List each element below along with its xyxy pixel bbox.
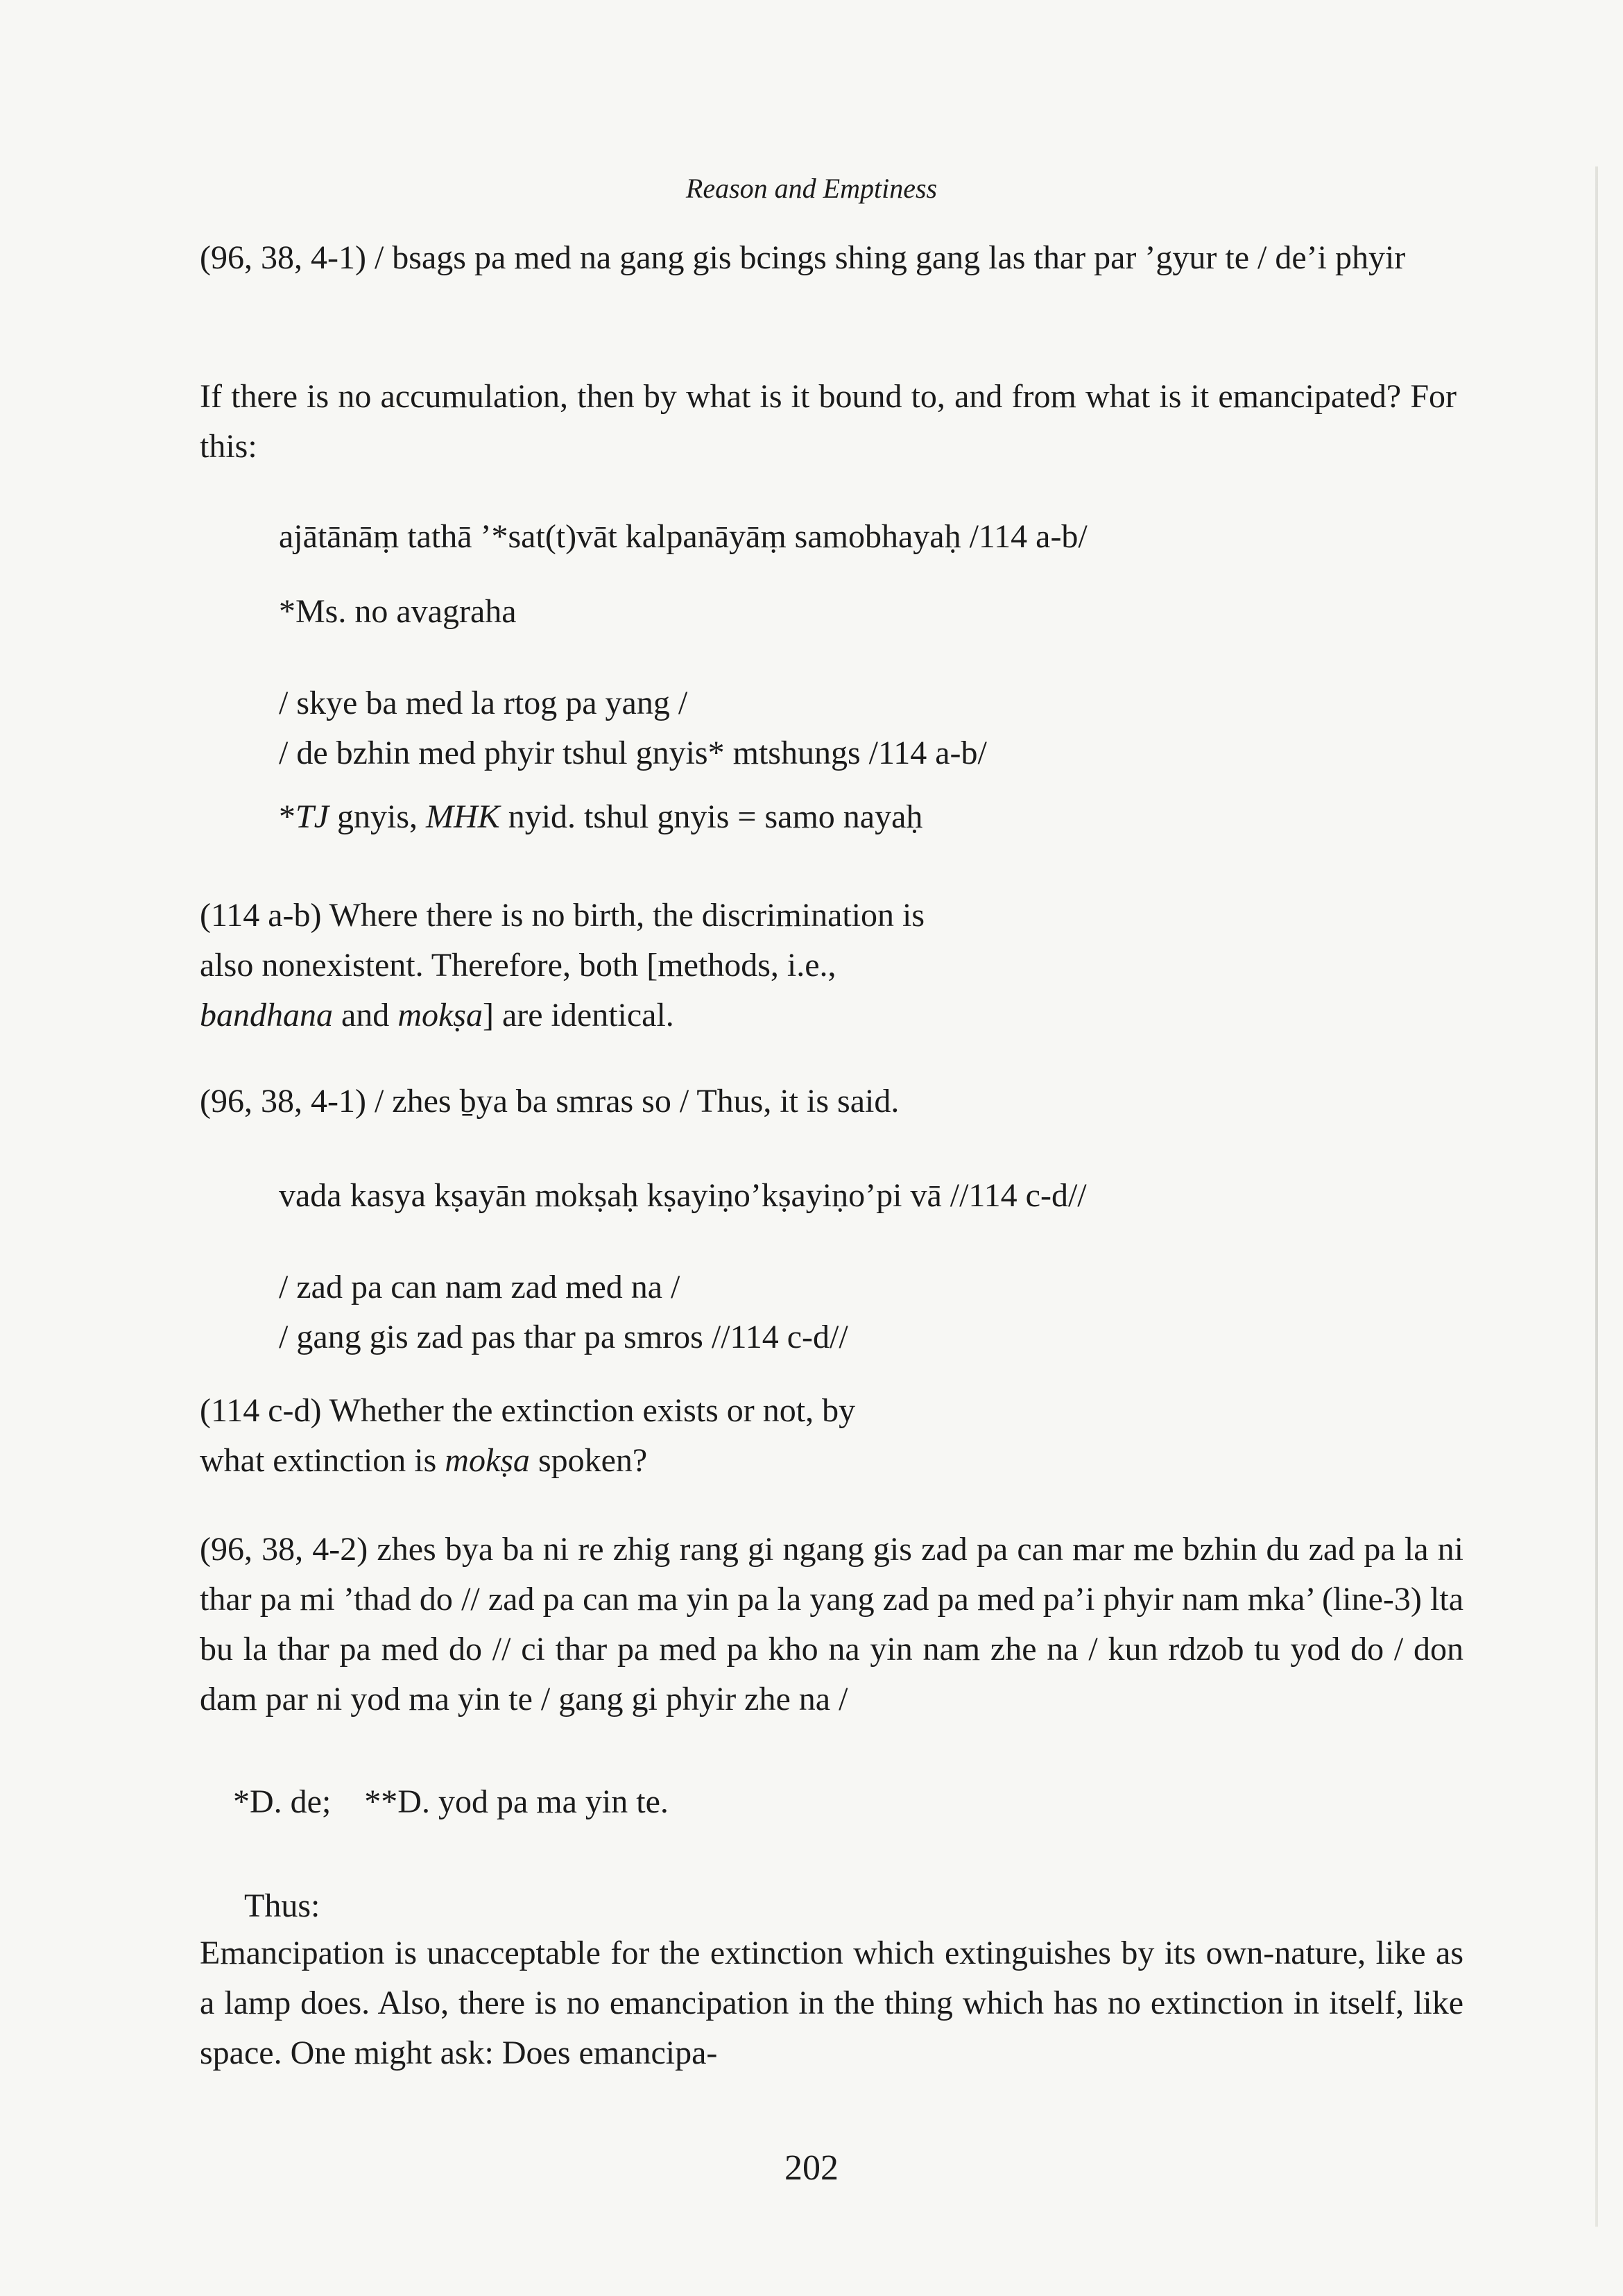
variant-reading-note — [279, 792, 922, 842]
tibetan-reference-paragraph-2: (96, 38, 4-1) / zhes ḇya ba smras so / Thus, it is said. — [200, 1083, 900, 1120]
text: and — [333, 997, 398, 1034]
translation-line: also nonexistent. Therefore, both [methods, i.e., — [200, 947, 836, 984]
note-text: gnyis, — [329, 798, 427, 835]
verse-line: / skye ba med la rtog pa yang / — [279, 685, 688, 721]
translation-114cd — [200, 1386, 855, 1486]
tibetan-reference-paragraph-3: (96, 38, 4-2) zhes bya ba ni re zhig rang gi ngang gis zad pa can mar me bzhin du zad pa la ni thar pa mi ’thad do // zad pa can ma yin pa la yang zad pa med pa’i phyir nam mka’ (line-3) lta bu la thar pa med do // ci thar pa med pa kho na yin nam zhe na / kun rdzob tu yod do / don dam par ni yod ma yin te / gang gi phyir zhe na / — [200, 1531, 1463, 1717]
translation-line: (114 c-d) Whether the extinction exists or not, by — [200, 1392, 856, 1429]
sanskrit-verse-114ab: ajātānāṃ tathā ’*sat(t)vāt kalpanāyāṃ samobhayaḥ /114 a-b/ — [279, 518, 1088, 555]
manuscript-footnote: *Ms. no avagraha — [279, 593, 517, 630]
tibetan-verse-114cd — [279, 1262, 848, 1362]
text: ] are identical. — [482, 997, 674, 1034]
verse-line: / gang gis zad pas thar pa smros //114 c-d// — [279, 1319, 848, 1355]
page-number: 202 — [784, 2148, 839, 2188]
text: what extinction is — [200, 1442, 445, 1479]
note-siglum: TJ — [295, 798, 329, 835]
translation-114ab — [200, 891, 925, 1040]
translation-line: (114 a-b) Where there is no birth, the discrimination is — [200, 897, 925, 934]
tibetan-reference-paragraph-1: (96, 38, 4-1) / bsags pa med na gang gis bcings shing gang las thar par ’gyur te / de’i phyir — [200, 239, 1406, 276]
page-edge-shadow — [1595, 166, 1598, 2227]
term: mokṣa — [397, 997, 483, 1034]
derge-variant-note: *D. de; **D. yod pa ma yin te. — [233, 1783, 669, 1820]
translation-paragraph-final: Emancipation is unacceptable for the extinction which extinguishes by its own-nature, like as a lamp does. Also, there is no emancipation in the thing which has no extinction in itself, like space. One might ask: Does emancipa- — [200, 1935, 1463, 2071]
term: bandhana — [200, 997, 333, 1034]
verse-line: / de bzhin med phyir tshul gnyis* mtshungs /114 a-b/ — [279, 735, 987, 771]
note-text: nyid. tshul gnyis = samo nayaḥ — [499, 798, 923, 835]
translation-line — [200, 1436, 855, 1486]
running-header: Reason and Emptiness — [685, 173, 938, 204]
translation-line — [200, 991, 925, 1040]
thus-label: Thus: — [244, 1887, 320, 1924]
term: mokṣa — [445, 1442, 530, 1479]
text: spoken? — [529, 1442, 648, 1479]
sanskrit-verse-114cd: vada kasya kṣayān mokṣaḥ kṣayiṇo’kṣayiṇo’pi vā //114 c-d// — [279, 1177, 1087, 1214]
tibetan-verse-114ab — [279, 678, 987, 778]
note-asterisk: * — [279, 798, 295, 835]
verse-line: / zad pa can nam zad med na / — [279, 1269, 680, 1305]
translation-paragraph-1: If there is no accumulation, then by what is it bound to, and from what is it emancipated? For this: — [200, 378, 1457, 465]
note-siglum: MHK — [426, 798, 500, 835]
